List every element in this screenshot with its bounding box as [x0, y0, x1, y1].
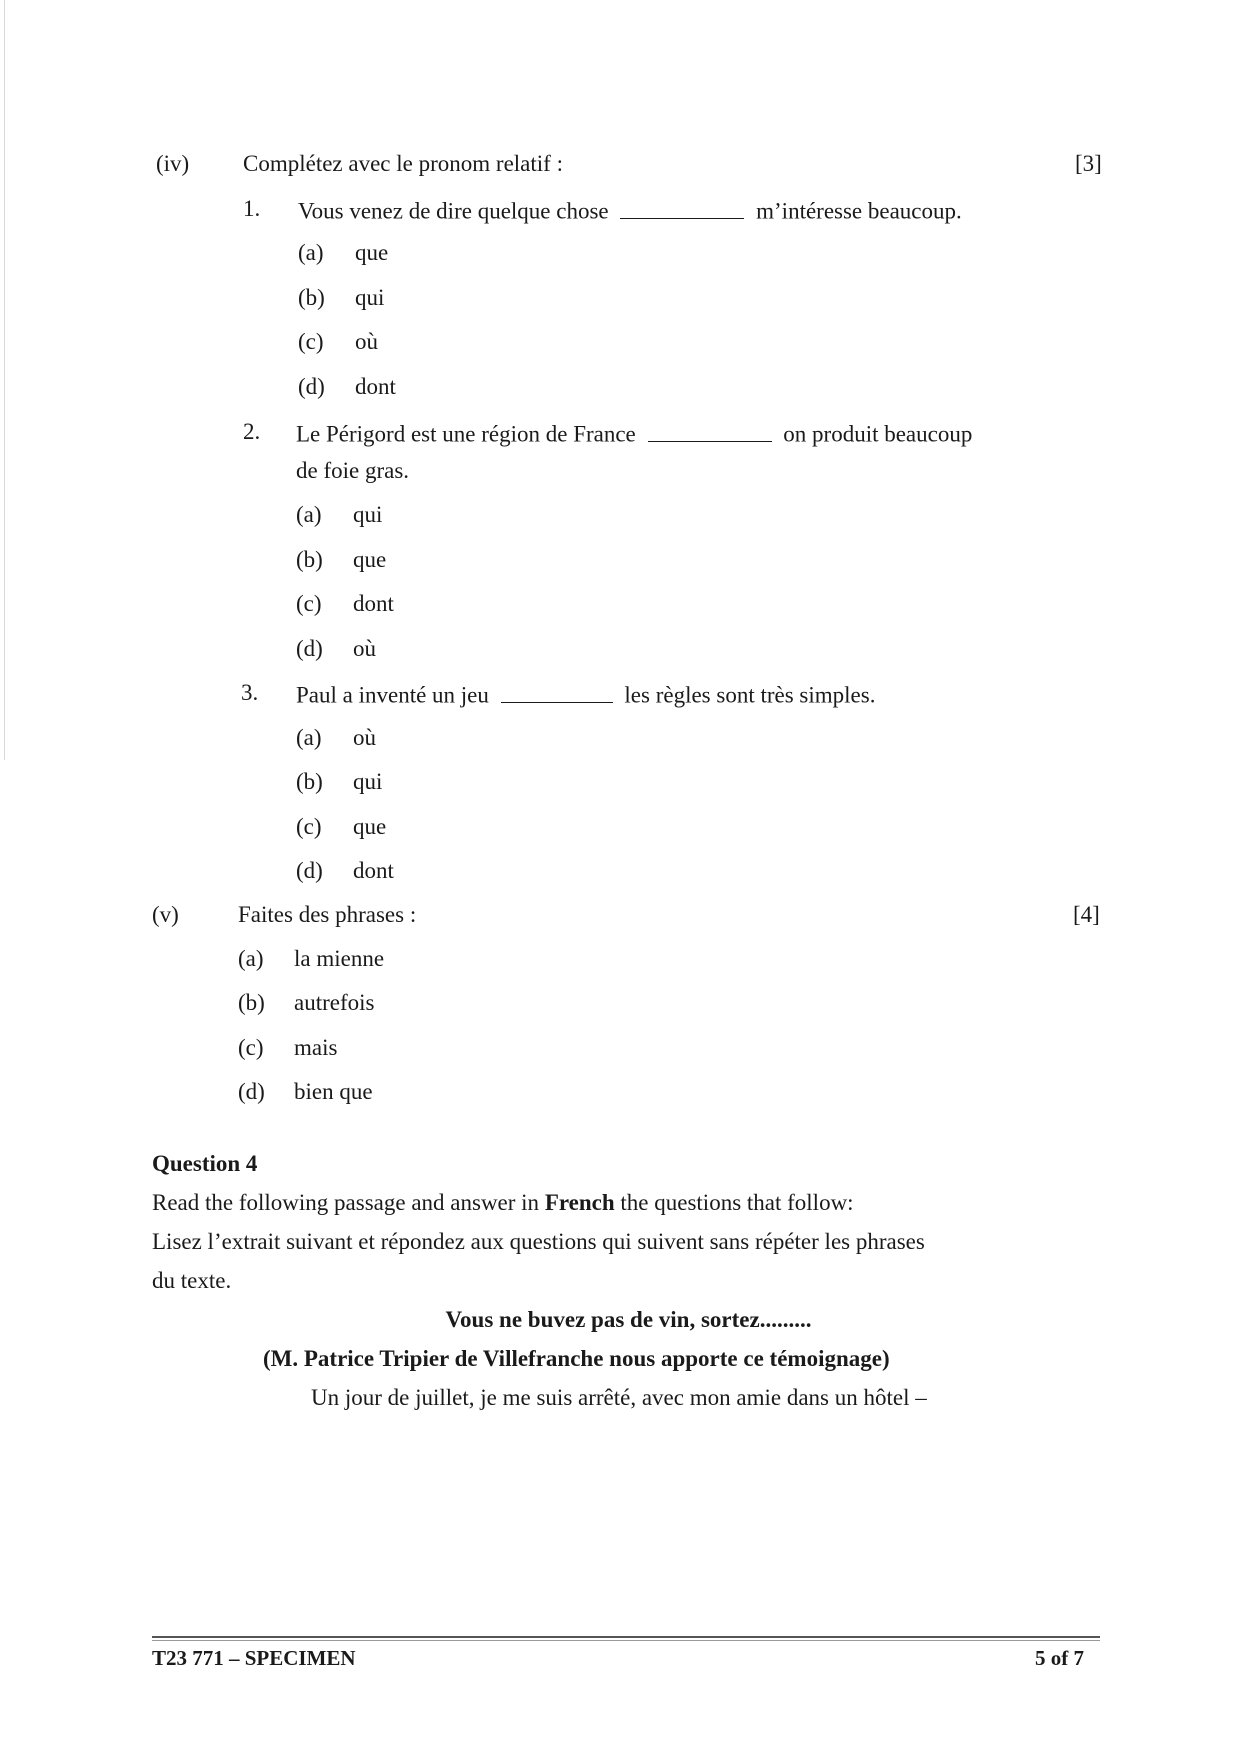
scan-edge-line — [4, 0, 5, 760]
sentence-before: Paul a inventé un jeu — [296, 682, 489, 708]
option-text: autrefois — [294, 990, 375, 1015]
option-text: que — [355, 240, 389, 265]
sentence-continuation: de foie gras. — [296, 458, 410, 483]
footer-code: T23 771 – SPECIMEN — [152, 1646, 356, 1670]
answer-blank — [648, 420, 772, 442]
question-instruction: Faites des phrases : — [238, 902, 417, 927]
sentence-before: Vous venez de dire quelque chose — [298, 198, 609, 224]
question-instruction: Complétez avec le pronom relatif : — [243, 151, 563, 176]
option-text: qui — [355, 285, 385, 310]
footer-rule — [152, 1636, 1100, 1638]
option-label: (a) — [296, 725, 322, 750]
sentence-line — [296, 681, 875, 707]
passage-title — [0, 1308, 1241, 1331]
sentence-after: m’intéresse beaucoup. — [756, 198, 962, 224]
question-number: (v) — [152, 902, 179, 927]
instruction-line: Lisez l’extrait suivant et répondez aux questions qui suivent sans répéter les phrases — [152, 1229, 925, 1254]
option-text: la mienne — [294, 946, 385, 971]
intro-before: Read the following passage and answer in — [152, 1190, 540, 1215]
answer-blank — [620, 197, 744, 219]
option-label: (c) — [296, 591, 322, 616]
option-label: (b) — [296, 547, 323, 572]
option-label: (d) — [238, 1079, 265, 1104]
sentence-after: les règles sont très simples. — [624, 682, 876, 708]
option-text: qui — [353, 769, 383, 794]
intro-line — [152, 1191, 854, 1214]
option-text: dont — [353, 591, 394, 616]
sentence-after: on produit beaucoup — [783, 421, 973, 447]
sentence-line — [298, 197, 962, 223]
option-text: mais — [294, 1035, 338, 1060]
marks-label: [4] — [1073, 902, 1100, 927]
section-heading: Question 4 — [152, 1151, 258, 1176]
option-text: où — [353, 725, 376, 750]
option-text: que — [353, 547, 387, 572]
option-label: (d) — [296, 636, 323, 661]
intro-after: the questions that follow: — [620, 1190, 854, 1215]
item-number: 2. — [243, 419, 261, 444]
page-number: 5 of 7 — [1035, 1646, 1084, 1670]
option-label: (a) — [298, 240, 324, 265]
option-label: (a) — [296, 502, 322, 527]
option-text: où — [355, 329, 378, 354]
passage-title-text: Vous ne buvez pas de vin, sortez......... — [445, 1307, 812, 1332]
option-text: où — [353, 636, 376, 661]
option-text: qui — [353, 502, 383, 527]
item-number: 3. — [241, 680, 259, 705]
option-text: que — [353, 814, 387, 839]
instruction-line: du texte. — [152, 1268, 232, 1293]
sentence-line — [296, 420, 972, 446]
passage-subtitle: (M. Patrice Tripier de Villefranche nous apporte ce témoignage) — [263, 1346, 890, 1371]
item-number: 1. — [243, 196, 261, 221]
option-label: (d) — [298, 374, 325, 399]
option-text: dont — [353, 858, 394, 883]
marks-label: [3] — [1075, 151, 1102, 176]
option-label: (c) — [298, 329, 324, 354]
passage-text: Un jour de juillet, je me suis arrêté, avec mon amie dans un hôtel – — [311, 1385, 927, 1410]
option-label: (b) — [298, 285, 325, 310]
answer-blank — [501, 681, 613, 703]
intro-bold: French — [544, 1190, 615, 1215]
option-label: (b) — [238, 990, 265, 1015]
option-label: (c) — [238, 1035, 264, 1060]
option-label: (b) — [296, 769, 323, 794]
option-text: bien que — [294, 1079, 373, 1104]
footer-rule-thin — [152, 1640, 1100, 1641]
option-label: (a) — [238, 946, 264, 971]
option-label: (c) — [296, 814, 322, 839]
question-number: (iv) — [156, 151, 190, 176]
option-text: dont — [355, 374, 396, 399]
option-label: (d) — [296, 858, 323, 883]
sentence-before: Le Périgord est une région de France — [296, 421, 636, 447]
